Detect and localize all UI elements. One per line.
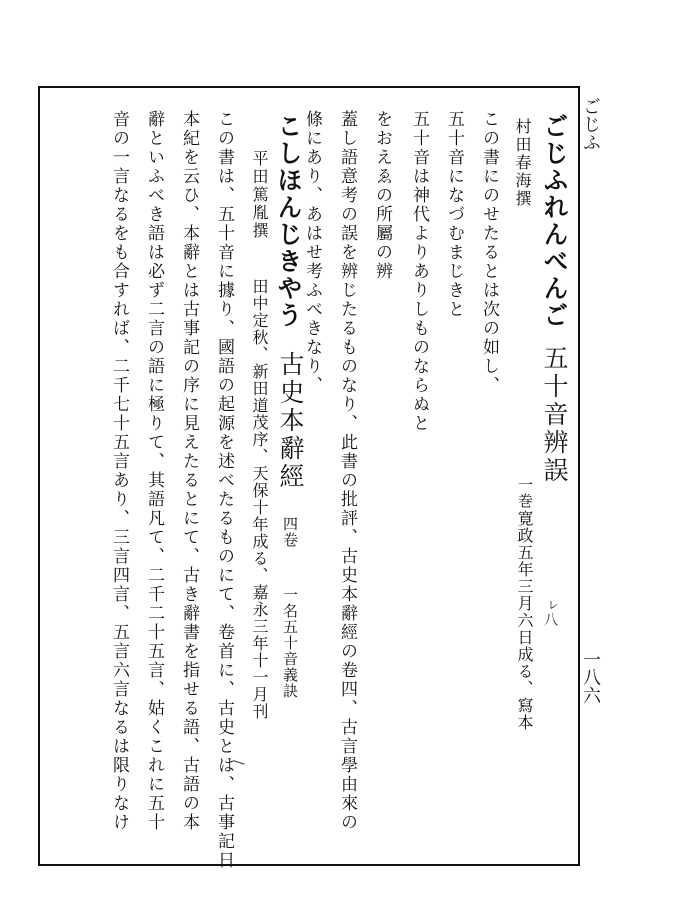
entry1-body-line: 五十音になづむまじきと bbox=[444, 110, 464, 319]
entry1-volumes: 一巻 bbox=[516, 477, 534, 509]
entry2-volumes: 四卷 bbox=[281, 515, 299, 548]
entry2-meta: 田中定秋、新田道茂序、天保十年成る、嘉永三年十一月刊 bbox=[250, 278, 269, 720]
entry2-body-line: 音の一言なるをも合すれば、二千七十五言あり、三言四言、五言六言なるは限りなけ bbox=[109, 110, 129, 832]
entry1-title-kana: ごじふれんべんご bbox=[540, 113, 569, 329]
entry1-body-line: をおえゑの所屬の辨 bbox=[372, 110, 392, 281]
entry2-alt-title: 一名五十音義訣 bbox=[281, 586, 299, 699]
entry1-title-kanji: 五十音辨誤 bbox=[540, 345, 569, 485]
page-number: 一八六 bbox=[580, 650, 601, 704]
entry2-body-line: この書は、五十音に據り、國語の起源を述べたるものにて、卷首に、古史とは、古事記日 bbox=[214, 110, 234, 870]
entry2-margin-mark: / bbox=[230, 760, 246, 765]
entry2-body-line: 辭といふべき語は必ず二言の語に極りて、其語凡て、二千二十五言、姑くこれに五十 bbox=[144, 110, 164, 832]
entry1-body-line: 蓋し語意考の誤を辨じたるものなり、此書の批評、古史本辭經の卷四、古言學由來の bbox=[337, 110, 357, 832]
entry2-author: 平田篤胤撰 bbox=[250, 150, 269, 240]
entry1-author: 村田春海撰 bbox=[513, 118, 532, 208]
entry1-margin-mark: ㇾ八 bbox=[542, 598, 558, 626]
entry2-title-kana: こしほんじきやう bbox=[274, 113, 303, 329]
entry1-body-line: 五十音は神代よりありしものならぬと bbox=[409, 110, 429, 433]
entry1-meta: 寛政五年三月六日成る、寫本 bbox=[515, 510, 534, 731]
entry2-body-line: 本紀を云ひ、本辭とは古事記の序に見えたるとにて、古き辭書を指せる語、古語の本 bbox=[179, 110, 199, 832]
entry1-body-line: この書にのせたるとは次の如し、 bbox=[479, 110, 499, 395]
entry1-body-line: 條にあり、あはせ考ふべきなり、 bbox=[302, 110, 322, 395]
entry2-title-kanji: 古史本辭經 bbox=[276, 351, 305, 491]
entry2-heading bbox=[278, 351, 303, 713]
running-head: ごじふ bbox=[580, 97, 601, 151]
